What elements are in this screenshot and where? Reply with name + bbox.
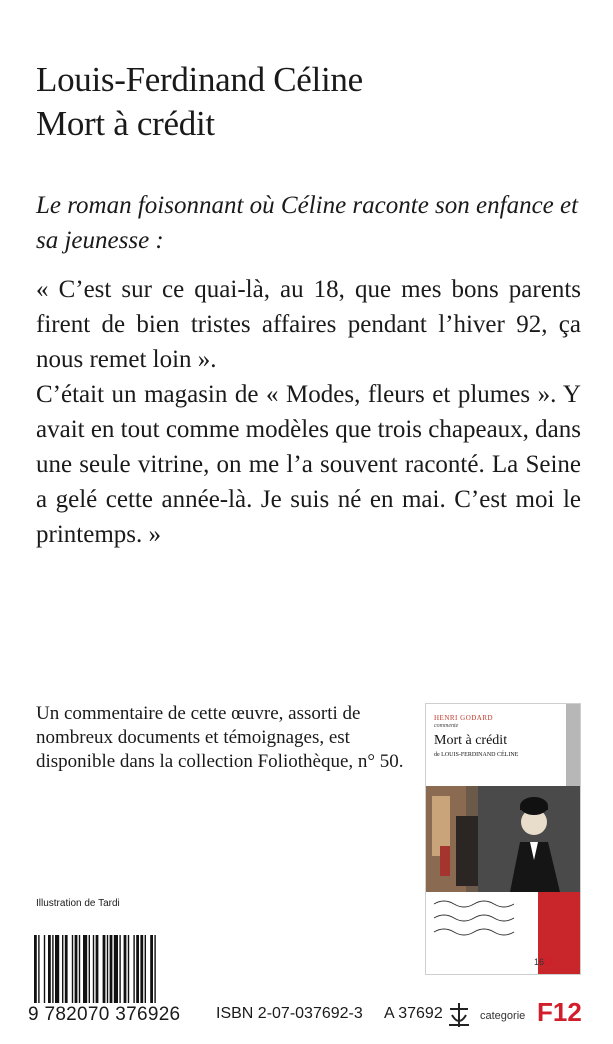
excerpt-paragraph-2: C’était un magasin de « Modes, fleurs et plumes ». Y avait en tout comme modèles que trois chapeaux, dans une seule vitrine, on me l’a souvent raconté. La Seine a gelé cette année-là. Je suis né en mai. C’est moi le printemps. » <box>36 381 581 548</box>
barcode <box>34 935 204 1003</box>
book-author: Louis-Ferdinand Céline <box>36 60 363 99</box>
category-code: F12 <box>537 997 582 1027</box>
thumbnail-author: de LOUIS-FERDINAND CÉLINE <box>434 752 519 758</box>
foliotheque-thumbnail <box>425 703 581 975</box>
thumbnail-title: Mort à crédit <box>434 733 508 748</box>
thumbnail-handwriting <box>428 892 536 972</box>
illustration-credit: Illustration de Tardi <box>36 898 120 909</box>
gallimard-logo-icon <box>446 1001 472 1029</box>
thumbnail-illustration <box>426 786 580 892</box>
thumbnail-side-strip <box>566 704 580 786</box>
commentary-note: Un commentaire de cette œuvre, assorti de nombreux documents et témoignages, est disponible dans la collection Foliothèque, n° 50. <box>36 703 404 772</box>
intro-text: Le roman foisonnant où Céline raconte son enfance et sa jeunesse : <box>36 192 579 254</box>
thumbnail-number: 16O <box>534 954 554 968</box>
excerpt <box>36 272 581 552</box>
excerpt-paragraph-1: « C’est sur ce quai-là, au 18, que mes bons parents firent de bien tristes affaires pendant l’hiver 92, ça nous remet loin ». <box>36 276 581 373</box>
thumbnail-editor: HENRI GODARD <box>434 714 494 722</box>
category-label: categorie <box>480 1010 526 1022</box>
book-title: Mort à crédit <box>36 104 215 143</box>
isbn-number: ISBN 2-07-037692-3 <box>216 1005 363 1022</box>
product-code: A 37692 <box>384 1005 443 1022</box>
thumbnail-logo-letter: O <box>544 954 554 968</box>
barcode-digits: 9 782070 376926 <box>28 1004 181 1025</box>
thumbnail-presents: commente <box>434 723 459 729</box>
